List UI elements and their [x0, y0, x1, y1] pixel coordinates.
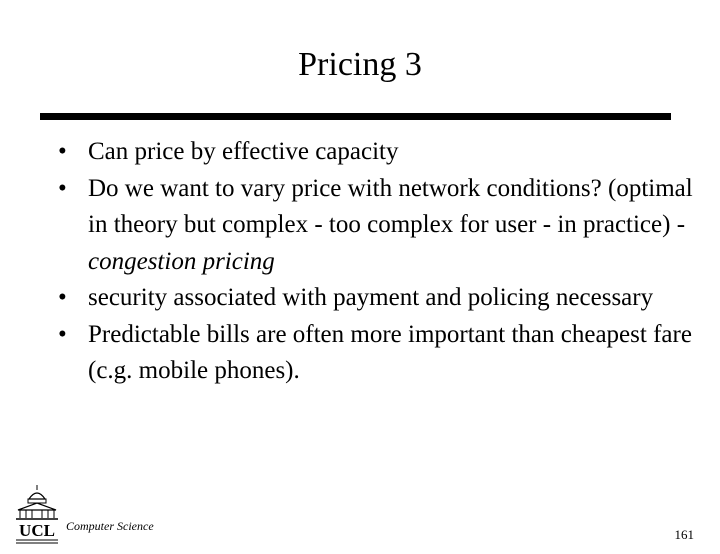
bullet-list — [58, 134, 698, 390]
bullet-text: Predictable bills are often more important than cheapest fare (c.g. mobile phones). — [88, 320, 692, 384]
bullet-text: Can price by effective capacity — [88, 138, 399, 165]
title-divider — [40, 113, 671, 120]
bullet-marker: • — [58, 284, 67, 311]
bullet-marker: • — [58, 174, 67, 202]
svg-text:UCL: UCL — [19, 521, 55, 540]
bullet-text: security associated with payment and policing necessary — [88, 284, 654, 311]
bullet-item — [58, 280, 698, 317]
bullet-item — [58, 134, 698, 171]
page-number: 161 — [674, 527, 694, 542]
slide-title: Pricing 3 — [298, 46, 422, 83]
bullet-marker: • — [58, 138, 67, 165]
bullet-emphasis: congestion pricing — [88, 247, 275, 275]
bullet-text: Do we want to vary price with network conditions? (optimal in theory but complex - too complex for user - in practice) - — [88, 174, 693, 238]
footer-department: Computer Science — [66, 519, 154, 533]
bullet-item — [58, 171, 698, 281]
bullet-item — [58, 317, 698, 390]
bullet-marker: • — [58, 320, 67, 348]
ucl-logo-icon — [12, 484, 62, 546]
